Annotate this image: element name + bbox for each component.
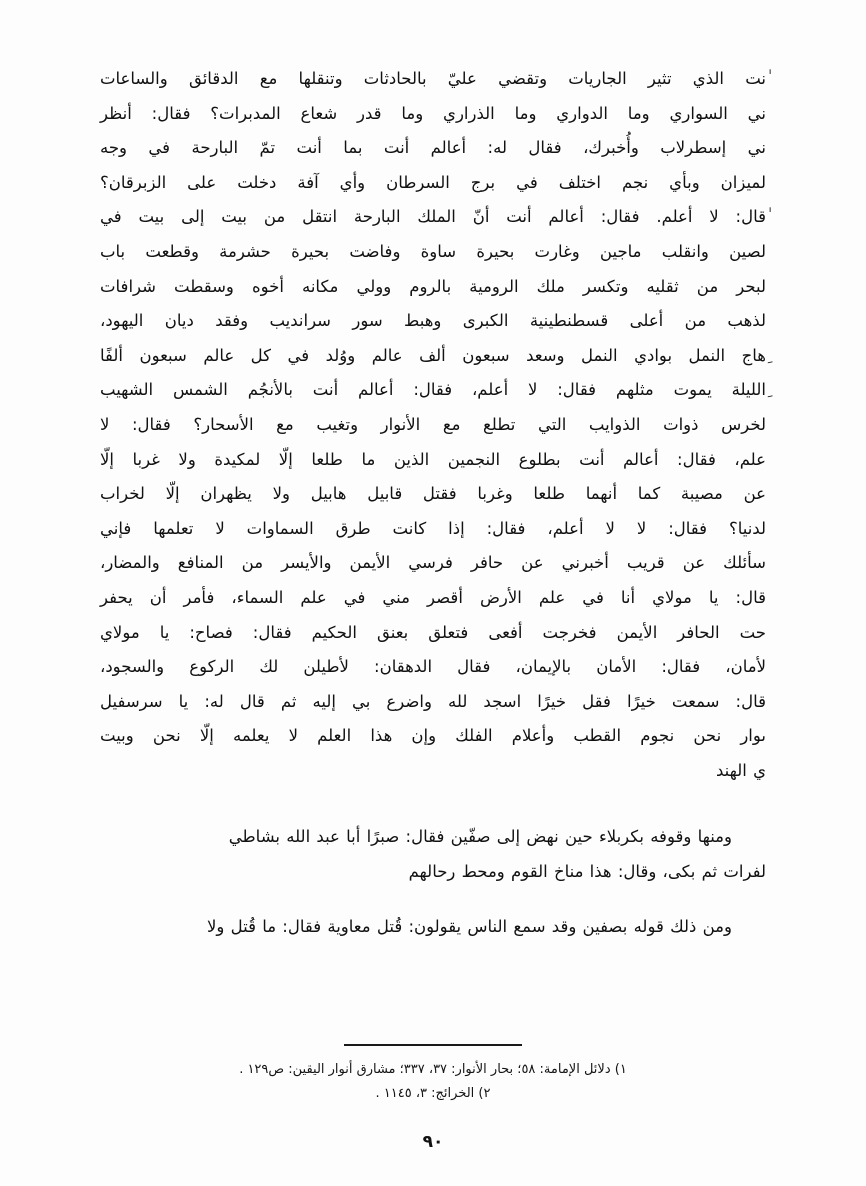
text-line: ني إسطرلاب وأُخبرك، فقال له: أعالم أنت بما أنت تمّ البارحة في وجه: [100, 138, 766, 158]
footnote-separator-rule: [344, 1044, 522, 1046]
footnotes-section: [100, 1044, 766, 1106]
text-line: حت الحافر الأيمن فخرجت أفعى فتعلق بعنق الحكيم فقال: فصاح: يا مولاي: [100, 622, 766, 642]
footnote-entry: ١) دلائل الإمامة: ٥٨؛ بحار الأنوار: ٣٧، ٣٣٧؛ مشارق أنوار اليقين: ص١٢٩ .: [239, 1062, 627, 1077]
text-line: ومنها وقوفه بكربلاء حين نهض إلى صفّين فقال: صبرًا أبا عبد الله بشاطي: [228, 827, 732, 847]
page-content: [100, 62, 766, 944]
text-line: لفرات ثم بكى، وقال: هذا مناخ القوم ومحط رحالهم: [408, 862, 766, 882]
text-line: ِهاج النمل بوادي النمل وسعد سبعون ألف عالم ووُلد في كل عالم سبعون ألفًا: [100, 345, 766, 365]
text-line: ٰنت الذي تثير الجاريات وتقضي عليّ بالحادثات وتنقلها مع الدقائق والساعات: [100, 69, 766, 88]
paragraph-spacer: [100, 788, 766, 820]
text-line: ومن ذلك قوله بصفين وقد سمع الناس يقولون: قُتل معاوية فقال: ما قُتل ولا: [206, 916, 732, 936]
main-text-block: [100, 62, 766, 788]
footnote-entry: ٢) الخرائج: ٣، ١١٤٥ .: [375, 1086, 491, 1101]
text-line: ي الهند: [715, 760, 766, 780]
text-line: لميزان وبأي نجم اختلف في برج السرطان وأي آفة دخلت على الزبرقان؟: [100, 172, 766, 192]
text-line: سأئلك عن قريب أخبرني عن حافر فرسي الأيمن والأيسر من المنافع والمضار،: [100, 553, 766, 573]
text-line: لدنيا؟ فقال: لا لا أعلم، فقال: إذا كانت طرق السماوات لا تعلمها فإني: [100, 518, 766, 538]
text-line: ني السواري وما الدواري وما الذراري وما قدر شعاع المدبرات؟ فقال: أنظر: [100, 103, 766, 123]
text-line: علم، فقال: أعالم أنت بطلوع النجمين الذين ما طلعا إلّا لمكيدة ولا غربا إلّا: [100, 449, 766, 469]
text-line: لبحر من ثقليه وتكسر ملك الرومية بالروم وولي مكانه أخوه وسقطت شرافات: [100, 276, 766, 296]
text-line: لخرس ذوات الذوايب التي تطلع مع الأنوار وتغيب مع الأسحار؟ فقال: لا: [100, 414, 766, 434]
text-line: ٮوار نحن نجوم القطب وأعلام الفلك وإن هذا العلم لا يعلمه إلّا نحن وبيت: [100, 726, 766, 746]
text-line: لذهب من أعلى قسطنطينية الكبرى وهبط سور سرانديب وفقد ديان اليهود،: [100, 311, 766, 331]
text-line: ِالليلة يموت مثلهم فقال: لا أعلم، فقال: أعالم أنت بالأنجُم الشمس الشهيب: [100, 380, 766, 400]
paragraph-three: [100, 910, 766, 945]
text-line: لأمان، فقال: الأمان بالإيمان، فقال الدهقان: لأطيلن لك الركوع والسجود،: [100, 657, 766, 677]
text-line: عن مصيبة كما أنهما طلعا وغربا فقتل قابيل هابيل ولا يظهران إلّا لخراب: [100, 484, 766, 504]
text-line: ٰقال: لا أعلم. فقال: أعالم أنت أنّ الملك البارحة انتقل من بيت إلى بيت في: [100, 207, 766, 227]
paragraph-two: [100, 820, 766, 889]
text-line: قال: يا مولاي أنا في علم الأرض أقصر مني في علم السماء، فأمر أن يحفر: [100, 587, 766, 607]
text-line: قال: سمعت خيرًا فقل خيرًا اسجد لله واضرع بي إليه ثم قال له: يا سرسفيل: [100, 691, 766, 711]
text-line: لصين وانقلب ماجين وغارت بحيرة ساوة وفاضت بحيرة حشرمة وقطعت باب: [100, 241, 766, 261]
page-number: ٩٠: [422, 1132, 444, 1152]
paragraph-spacer-two: [100, 890, 766, 910]
